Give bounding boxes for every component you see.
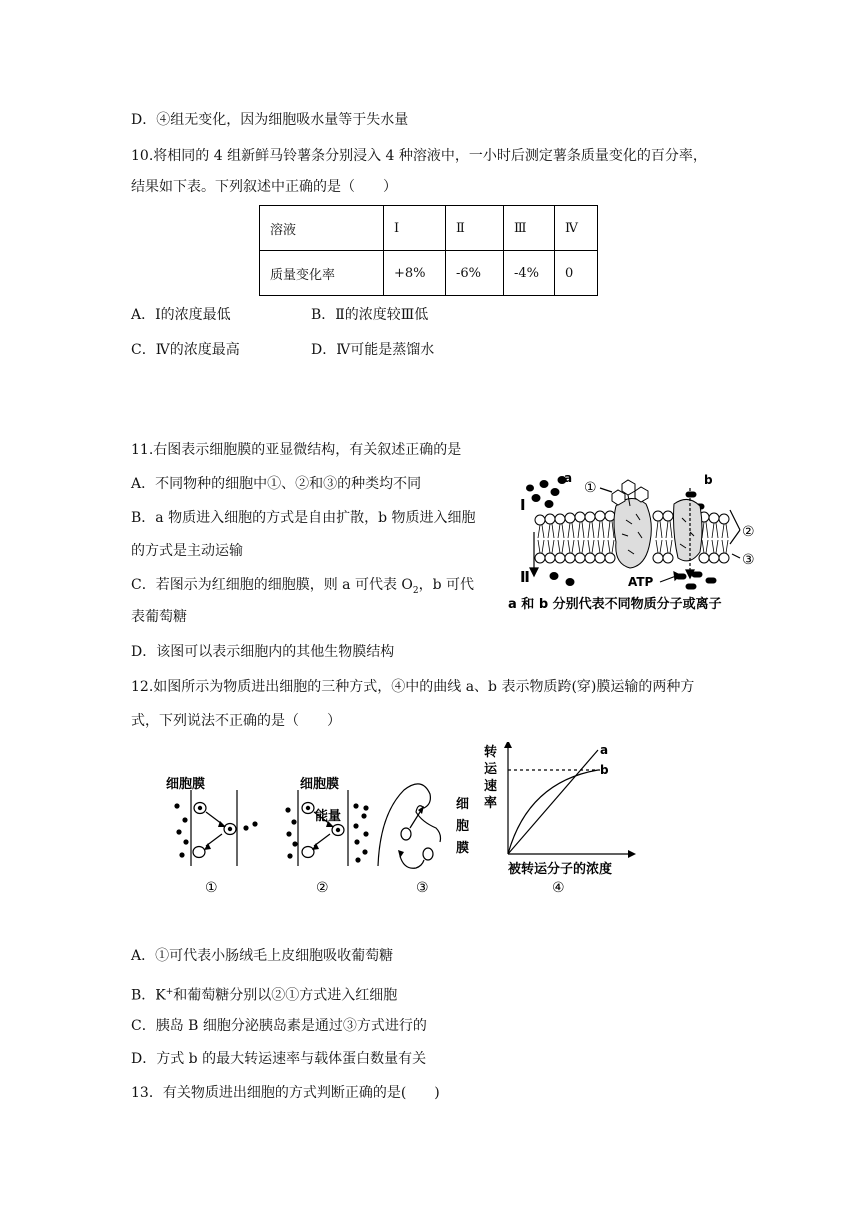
panel1-number: ① — [205, 880, 218, 896]
q11-option-b-line2: 的方式是主动运输 — [131, 543, 243, 559]
label-1: ① — [584, 480, 597, 496]
table-cell: Ⅲ — [504, 206, 555, 251]
x-axis-label: 被转运分子的浓度 — [508, 862, 613, 877]
sugar-hexagon — [622, 480, 635, 495]
label-b: b — [704, 473, 713, 487]
molecule-b-dash — [686, 492, 696, 497]
molecule-a-dot — [527, 485, 534, 491]
q12-option-b — [131, 982, 397, 1006]
q10-option-d: D．Ⅳ可能是蒸馏水 — [311, 342, 435, 358]
panel2-number: ② — [316, 880, 329, 896]
vesicle — [423, 848, 433, 860]
table-cell: -4% — [504, 251, 555, 296]
q10-option-a: A．Ⅰ的浓度最低 — [131, 307, 231, 323]
q11-membrane-figure — [508, 462, 776, 614]
panel1-membrane-label: 细胞膜 — [166, 777, 206, 792]
curve-a — [508, 750, 598, 854]
q10-option-c: C．Ⅳ的浓度最高 — [131, 342, 240, 358]
q11-option-c-line2: 表葡萄糖 — [131, 609, 187, 625]
molecule-a-dot — [566, 579, 574, 586]
table-cell: +8% — [384, 251, 446, 296]
molecule-a-dot — [540, 481, 548, 488]
q10-stem-line2: 结果如下表。下列叙述中正确的是（ ） — [131, 179, 397, 195]
molecule-b-dash — [706, 578, 716, 583]
q11-option-c-post: ，b 可代 — [418, 577, 475, 593]
q11-option-c-line1 — [131, 575, 474, 601]
table-cell: -6% — [446, 251, 504, 296]
q12-stem-line1: 12.如图所示为物质进出细胞的三种方式，④中的曲线 a、b 表示物质跨(穿)膜运输的两种方 — [131, 679, 695, 695]
molecule-a-dot — [545, 501, 553, 508]
y-label-char: 转 — [484, 745, 498, 760]
q9-option-d: D．④组无变化，因为细胞吸水量等于失水量 — [131, 112, 409, 128]
panel4-number: ④ — [552, 880, 565, 896]
table-cell: 质量变化率 — [260, 251, 384, 296]
q12-option-c: C．胰岛 B 细胞分泌胰岛素是通过③方式进行的 — [131, 1018, 427, 1034]
panel3-membrane-char: 膜 — [456, 841, 470, 856]
q10-stem-line1: 10.将相同的 4 组新鲜马铃薯条分别浸入 4 种溶液中，一小时后测定薯条质量变化的百分率， — [131, 148, 707, 164]
q10-option-b: B．Ⅱ的浓度较Ⅲ低 — [311, 307, 429, 323]
label-side-I: Ⅰ — [520, 496, 526, 514]
molecule-b-dash — [692, 572, 702, 577]
q12-option-b-superscript: + — [165, 987, 174, 997]
q10-table — [259, 205, 598, 296]
molecule-b-dash — [686, 584, 696, 589]
table-cell: Ⅰ — [384, 206, 446, 251]
q11-option-d: D．该图可以表示细胞内的其他生物膜结构 — [131, 644, 395, 660]
q12-stem-line2: 式，下列说法不正确的是（ ） — [131, 713, 341, 729]
q11-figure-caption: a 和 b 分别代表不同物质分子或离子 — [508, 597, 722, 612]
curve-b-label: b — [600, 763, 609, 777]
q11-stem: 11.右图表示细胞膜的亚显微结构，有关叙述正确的是 — [131, 442, 462, 458]
carrier-protein — [302, 847, 314, 858]
panel3-membrane-char: 胞 — [456, 819, 470, 834]
label-2: ② — [742, 524, 755, 540]
channel-protein — [674, 499, 703, 560]
q12-option-a: A．①可代表小肠绒毛上皮细胞吸收葡萄糖 — [131, 948, 394, 964]
table-row — [260, 251, 598, 296]
q12-option-b-pre: B．K — [131, 987, 166, 1004]
molecule-a-dot — [532, 495, 540, 502]
label-a: a — [564, 471, 573, 485]
panel2-energy-label: 能量 — [315, 809, 342, 824]
table-cell: Ⅳ — [555, 206, 598, 251]
table-cell: Ⅱ — [446, 206, 504, 251]
q13-stem: 13．有关物质进出细胞的方式判断正确的是( ) — [131, 1085, 440, 1101]
panel2-membrane-label: 细胞膜 — [300, 777, 340, 792]
q11-option-b-line1: B．a 物质进入细胞的方式是自由扩散，b 物质进入细胞 — [131, 510, 476, 526]
q12-option-b-post: 和葡萄糖分别以②①方式进入红细胞 — [173, 987, 398, 1004]
q12-transport-figure — [160, 742, 640, 902]
y-label-char: 运 — [484, 762, 498, 777]
label-side-II: Ⅱ — [520, 568, 530, 586]
panel3-number: ③ — [416, 880, 429, 896]
molecule-a-dot — [551, 489, 559, 496]
vesicle — [401, 828, 411, 840]
y-label-char: 率 — [484, 796, 498, 811]
membrane-curve — [378, 784, 441, 866]
q11-option-c-pre: C．若图示为红细胞的细胞膜，则 a 可代表 O — [131, 577, 413, 593]
label-atp: ATP — [628, 575, 654, 589]
panel3-membrane-char: 细 — [456, 797, 470, 812]
table-cell: 0 — [555, 251, 598, 296]
table-cell: 溶液 — [260, 206, 384, 251]
curve-a-label: a — [600, 743, 609, 757]
label-3: ③ — [742, 552, 755, 568]
membrane-protein — [614, 498, 651, 568]
q11-option-a: A．不同物种的细胞中①、②和③的种类均不同 — [131, 476, 422, 492]
q12-option-d: D．方式 b 的最大转运速率与载体蛋白数量有关 — [131, 1051, 427, 1067]
table-row — [260, 206, 598, 251]
curve-b — [508, 770, 598, 854]
molecule-a-dot — [550, 573, 558, 580]
y-label-char: 速 — [484, 779, 498, 794]
q11-option-c-subscript: 2 — [412, 585, 419, 596]
carrier-protein — [193, 847, 205, 858]
atp-arrow — [660, 576, 676, 582]
